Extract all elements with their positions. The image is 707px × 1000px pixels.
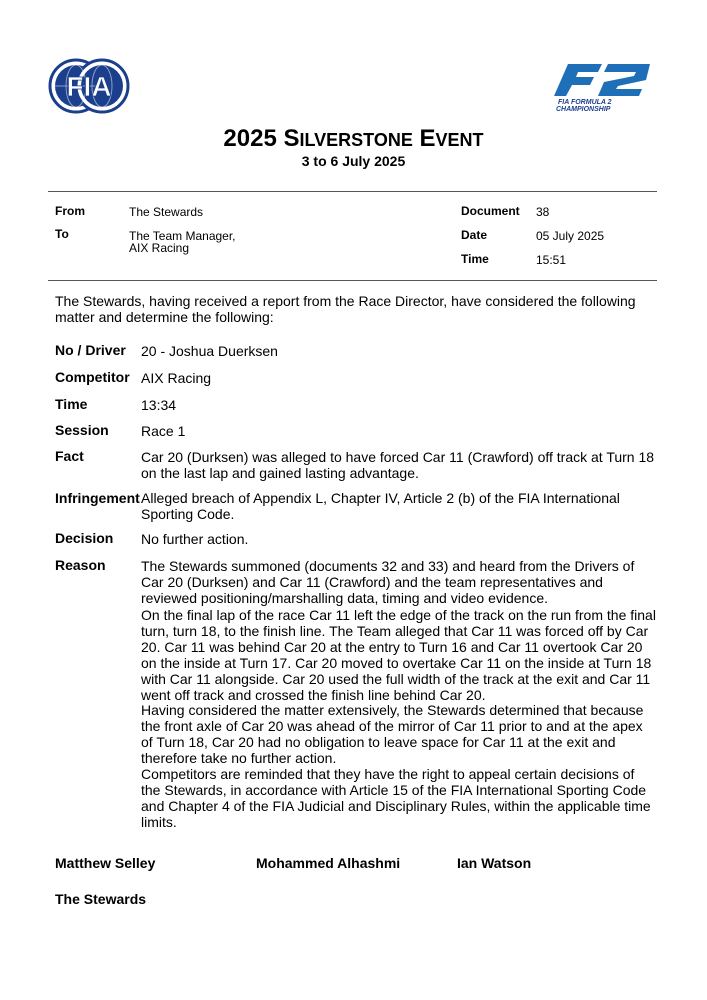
infringement-label: Infringement [55, 490, 140, 506]
event-dates: 3 to 6 July 2025 [301, 153, 406, 169]
reason-label: Reason [55, 557, 106, 573]
time-value: 15:51 [536, 253, 567, 267]
f2-logo-subtitle-1: FIA FORMULA 2 [558, 99, 612, 106]
session-label: Session [55, 422, 109, 438]
stewards-footer: The Stewards [55, 891, 147, 907]
steward-signature-2: Mohammed Alhashmi [256, 855, 401, 871]
intro-text: The Stewards, having received a report from the Race Director, have considered the following matter and determine the following: [55, 293, 636, 325]
fact-value: Car 20 (Durksen) was alleged to have forced Car 11 (Crawford) off track at Turn 18 on the last lap and gained lasting advantage. [141, 449, 655, 481]
from-value: The Stewards [129, 205, 204, 219]
event-title: 2025 SILVERSTONE EVENT [223, 125, 484, 152]
competitor-value: AIX Racing [141, 370, 212, 386]
steward-signature-1: Matthew Selley [55, 855, 156, 871]
to-label: To [55, 227, 69, 241]
infringement-value: Alleged breach of Appendix L, Chapter IV, Article 2 (b) of the FIA International Sporting Code. [141, 490, 620, 522]
document-value: 38 [536, 205, 550, 219]
f2-logo-subtitle-2: CHAMPIONSHIP [556, 106, 611, 112]
to-value-line1: The Team Manager, [129, 229, 236, 243]
divider-bottom [48, 280, 657, 281]
document-label: Document [461, 204, 520, 218]
f2-logo [552, 60, 656, 112]
reason-paragraph: On the final lap of the race Car 11 left the edge of the track on the run from the final turn, turn 18, to the finish line. The Team alleged that Car 11 was forced off by Car 20. Car 11 was behind Car 20 at the entry to Turn 16 and Car 11 overtook Car 20 on the inside at Turn 17. Car 20 moved to overtake Car 11 on the inside at Turn 18 with Car 11 alongside. Car 20 used the full width of the track at the exit and Car 11 went off track and crossed the finish line behind Car 20. [141, 607, 656, 703]
decision-label: Decision [55, 530, 114, 546]
driver-label: No / Driver [55, 342, 126, 358]
fia-logo [48, 58, 130, 114]
reason-paragraph: Competitors are reminded that they have the right to appeal certain decisions of the Stewards, in accordance with Article 15 of the FIA International Sporting Code and Chapter 4 of the FIA Judicial and Disciplinary Rules, within the applicable time limits. [141, 766, 651, 830]
incident-time-value: 13:34 [141, 397, 177, 413]
decision-value: No further action. [141, 531, 249, 547]
date-label: Date [461, 228, 488, 242]
reason-paragraph: Having considered the matter extensively, the Stewards determined that because the front axle of Car 20 was ahead of the mirror of Car 11 prior to and at the apex of Turn 18, Car 20 had no obligation to leave space for Car 11 at the exit and therefore take no further action. [141, 702, 644, 766]
session-value: Race 1 [141, 423, 186, 439]
from-label: From [55, 204, 85, 218]
to-value-line2: AIX Racing [129, 241, 190, 255]
fact-label: Fact [55, 448, 84, 464]
reason-paragraph: The Stewards summoned (documents 32 and 33) and heard from the Drivers of Car 20 (Durksen) and Car 11 (Crawford) and the team representatives and reviewed positioning/marshalling data, timing and video evidence. [141, 558, 635, 606]
incident-time-label: Time [55, 396, 88, 412]
fia-logo-text: FIA [66, 71, 112, 102]
driver-value: 20 - Joshua Duerksen [141, 343, 278, 359]
steward-signature-3: Ian Watson [457, 855, 532, 871]
time-label: Time [461, 252, 489, 266]
date-value: 05 July 2025 [536, 229, 605, 243]
competitor-label: Competitor [55, 369, 130, 385]
divider-top [48, 191, 657, 192]
